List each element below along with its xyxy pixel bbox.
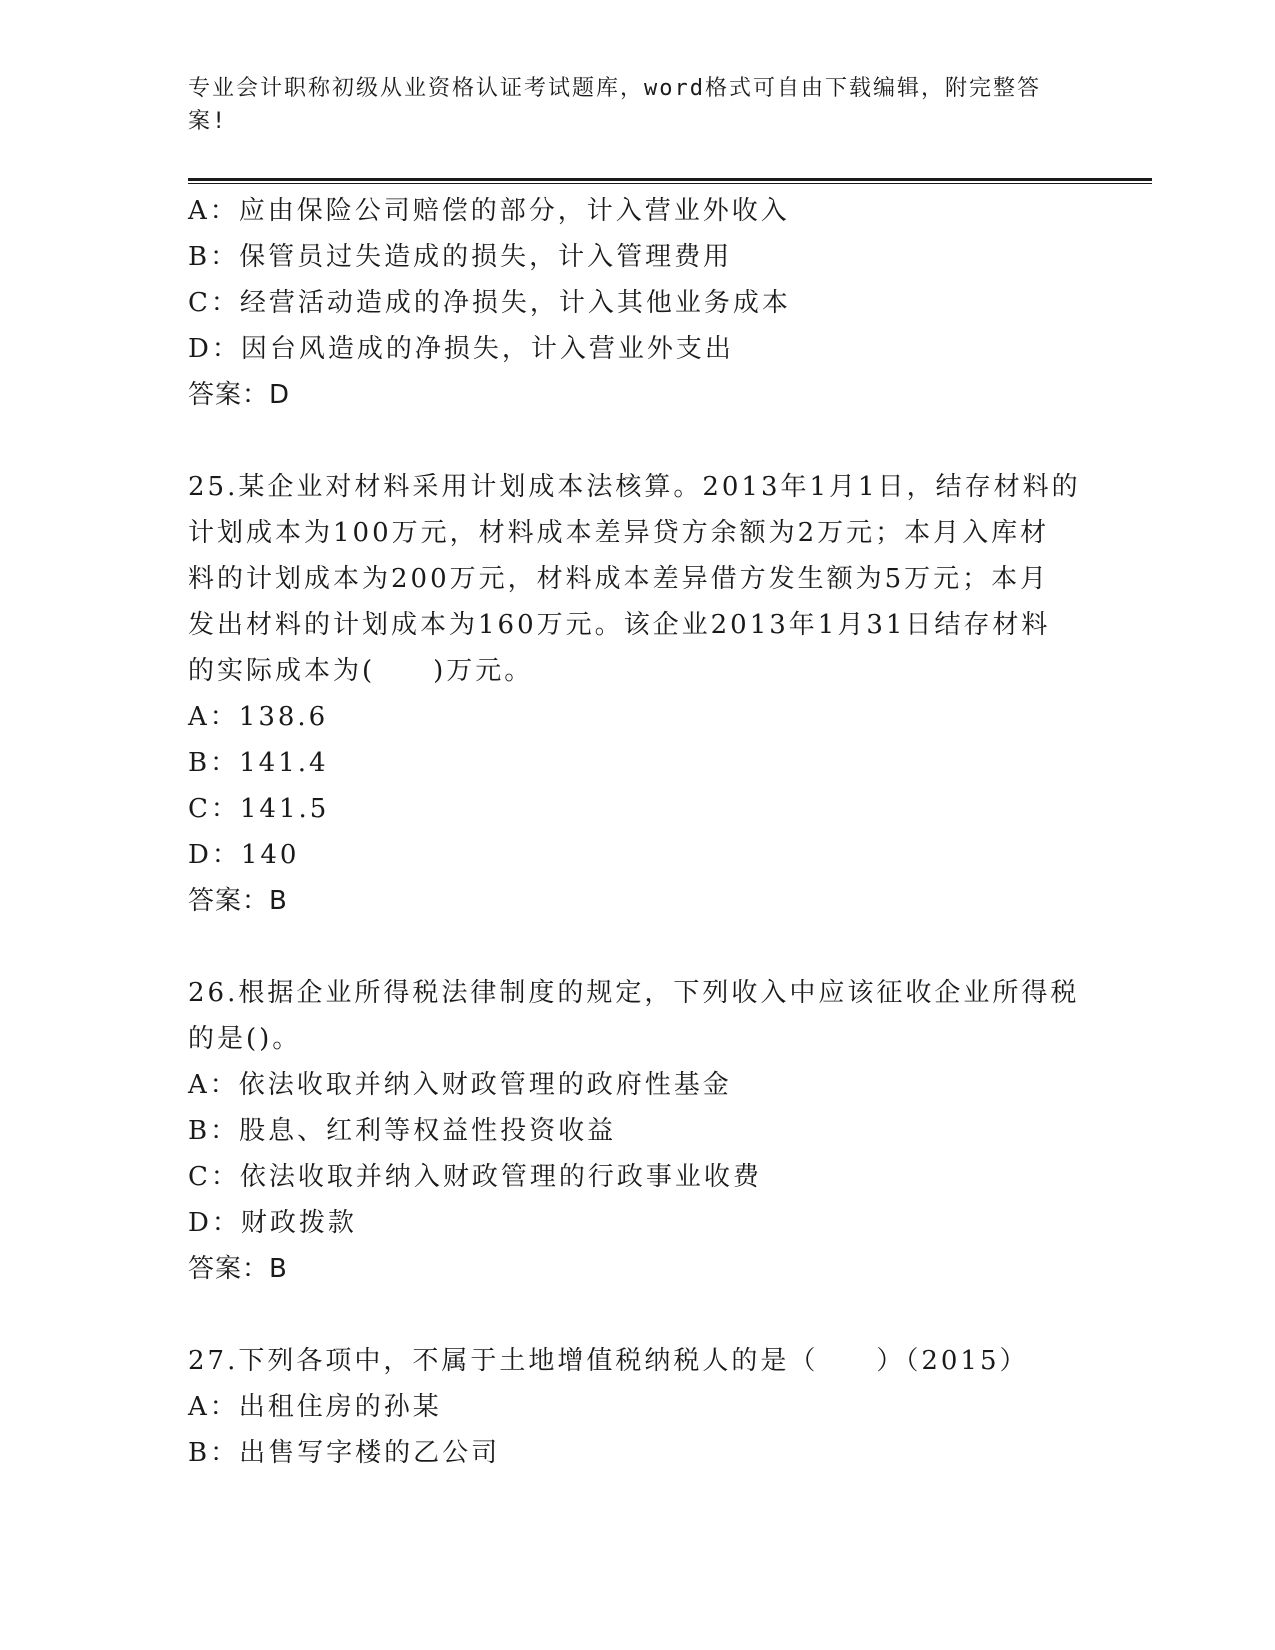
question-stem-line: 计划成本为100万元，材料成本差异贷方余额为2万元；本月入库材 (188, 518, 1050, 548)
question-27 (188, 1338, 1088, 1476)
option-a: A：应由保险公司赔偿的部分，计入营业外收入 (188, 196, 790, 226)
option-b: B：股息、红利等权益性投资收益 (188, 1116, 617, 1146)
spacer (188, 1292, 1088, 1338)
question-stem-line: 料的计划成本为200万元，材料成本差异借方发生额为5万元；本月 (188, 564, 1050, 594)
answer: 答案：D (188, 380, 291, 410)
option-a: A：出租住房的孙某 (188, 1392, 442, 1422)
spacer (188, 924, 1088, 970)
header-line-1: 专业会计职称初级从业资格认证考试题库，word格式可自由下载编辑，附完整答 (188, 76, 1041, 101)
option-d: D：财政拨款 (188, 1208, 357, 1238)
question-stem-line: 的实际成本为( )万元。 (188, 656, 534, 686)
option-d: D：因台风造成的净损失，计入营业外支出 (188, 334, 734, 364)
question-stem-line: 26.根据企业所得税法律制度的规定，下列收入中应该征收企业所得税 (188, 978, 1080, 1008)
header-divider-thick (188, 178, 1152, 181)
answer: 答案：B (188, 886, 288, 916)
answer: 答案：B (188, 1254, 288, 1284)
question-stem-line: 27.下列各项中，不属于土地增值税纳税人的是（ ）（2015） (188, 1346, 1029, 1376)
header-line-2: 案! (188, 109, 228, 134)
option-d: D：140 (188, 840, 300, 870)
question-26 (188, 970, 1088, 1292)
question-stem-line: 发出材料的计划成本为160万元。该企业2013年1月31日结存材料 (188, 610, 1051, 640)
question-stem-line: 的是()。 (188, 1024, 302, 1054)
option-a: A：依法收取并纳入财政管理的政府性基金 (188, 1070, 732, 1100)
document-body (188, 188, 1088, 1476)
option-c: C：依法收取并纳入财政管理的行政事业收费 (188, 1162, 762, 1192)
option-a: A：138.6 (188, 702, 329, 732)
option-c: C：141.5 (188, 794, 330, 824)
option-b: B：出售写字楼的乙公司 (188, 1438, 501, 1468)
option-b: B：保管员过失造成的损失，计入管理费用 (188, 242, 733, 272)
question-25 (188, 464, 1088, 924)
header-divider-thin (188, 183, 1152, 184)
question-stem-line: 25.某企业对材料采用计划成本法核算。2013年1月1日，结存材料的 (188, 472, 1081, 502)
question-24 (188, 188, 1088, 418)
spacer (188, 418, 1088, 464)
option-c: C：经营活动造成的净损失，计入其他业务成本 (188, 288, 791, 318)
option-b: B：141.4 (188, 748, 329, 778)
page-header (188, 72, 1068, 138)
